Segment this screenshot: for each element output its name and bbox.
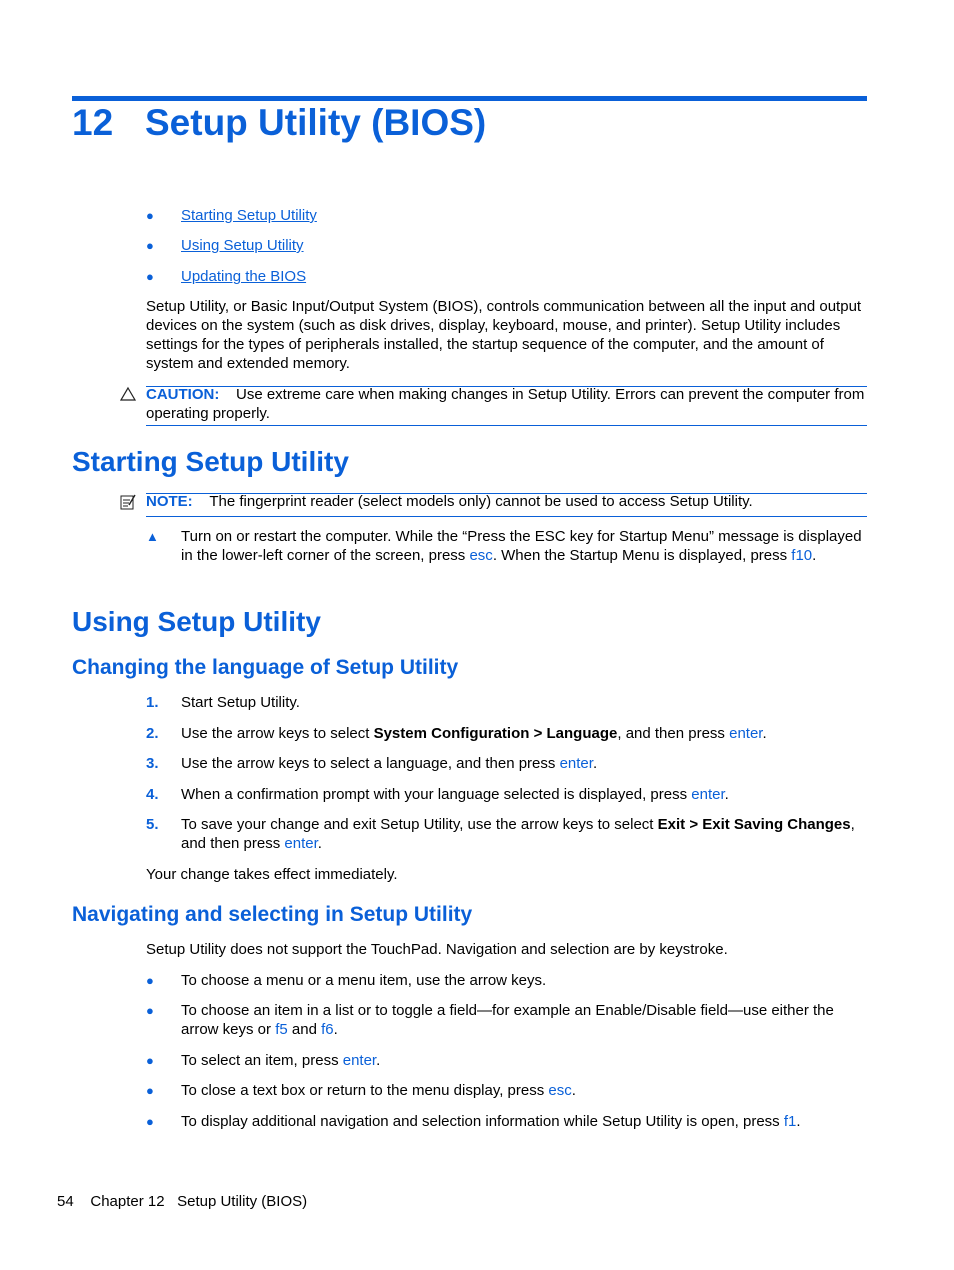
key-f10: f10 xyxy=(791,547,813,564)
note-rule-bottom xyxy=(146,516,867,517)
caution-label: CAUTION: xyxy=(146,386,220,403)
key-f5: f5 xyxy=(275,1021,288,1038)
startup-step-text: Turn on or restart the computer. While the “Press the ESC key for Startup Menu” message is displayed in the lower-left corner of the screen, press xyxy=(181,528,862,564)
key-enter: enter xyxy=(342,1052,377,1069)
bullet-icon: ● xyxy=(146,1053,154,1068)
step-number: 1. xyxy=(146,694,159,711)
step-text-part: To save your change and exit Setup Utility, use the arrow keys to select xyxy=(181,816,658,833)
step-text xyxy=(181,785,868,804)
nav-bullet-text: To display additional navigation and selection information while Setup Utility is open, press xyxy=(181,1113,784,1130)
step-text xyxy=(181,754,868,773)
step-text xyxy=(181,724,868,743)
bullet-icon: ● xyxy=(146,208,154,223)
bullet-icon: ● xyxy=(146,1003,154,1018)
note-label: NOTE: xyxy=(146,493,193,510)
step-number: 3. xyxy=(146,755,159,772)
step-text-part: , and then press xyxy=(617,725,730,742)
key-enter: enter xyxy=(559,755,593,772)
intro-paragraph: Setup Utility, or Basic Input/Output System (BIOS), controls communication between all the input and output devices on the system (such as disk drives, display, keyboard, mouse, and printer). Setup Utility includes settings for the types of peripherals installed, the startup sequence of the computer, and the amount of system and extended memory. xyxy=(146,298,862,372)
step-text-part: . xyxy=(592,755,598,772)
bullet-icon: ● xyxy=(146,1083,154,1098)
heading-changing-language: Changing the language of Setup Utility xyxy=(72,656,459,679)
nav-bullet-text: . xyxy=(333,1021,338,1038)
bullet-icon: ● xyxy=(146,973,154,988)
chapter-number: 12 xyxy=(72,102,114,143)
note-box xyxy=(146,492,868,511)
footer-chapter: Chapter 12 xyxy=(90,1193,165,1210)
bullet-icon: ● xyxy=(146,1114,154,1129)
step-text-part: Use the arrow keys to select xyxy=(181,725,374,742)
bullet-icon: ● xyxy=(146,238,154,253)
startup-step-text: . When the Startup Menu is displayed, press xyxy=(492,547,792,564)
step-text-part: . xyxy=(724,786,729,803)
triangle-step-icon: ▲ xyxy=(146,529,159,544)
nav-bullet-text: To close a text box or return to the menu display, press xyxy=(181,1082,549,1099)
note-pad-icon xyxy=(119,493,137,516)
chapter-title xyxy=(72,100,486,146)
step-number: 4. xyxy=(146,786,159,803)
step-text: Start Setup Utility. xyxy=(181,694,300,711)
effect-text: Your change takes effect immediately. xyxy=(146,866,398,883)
nav-bullet-text: To select an item, press xyxy=(181,1052,343,1069)
key-f1: f1 xyxy=(783,1113,797,1130)
key-enter: enter xyxy=(284,835,318,852)
key-f6: f6 xyxy=(321,1021,334,1038)
nav-bullet xyxy=(181,1081,868,1100)
footer-title: Setup Utility (BIOS) xyxy=(177,1193,308,1210)
key-enter: enter xyxy=(691,786,725,803)
caution-text: Use extreme care when making changes in Setup Utility. Errors can prevent the computer from operating properly. xyxy=(146,386,865,422)
startup-step xyxy=(181,527,868,565)
nav-bullet-text: To choose an item in a list or to toggle a field—for example an Enable/Disable field—use either the arrow keys or xyxy=(181,1002,834,1038)
nav-bullet-text: . xyxy=(376,1052,381,1069)
key-enter: enter xyxy=(729,725,763,742)
nav-bullet xyxy=(181,1112,868,1131)
step-text-part: When a confirmation prompt with your language selected is displayed, press xyxy=(181,786,692,803)
step-text-part: , and then press xyxy=(181,816,855,852)
nav-bullet-text: . xyxy=(796,1113,801,1130)
step-number: 5. xyxy=(146,816,159,833)
nav-bullet-text: and xyxy=(287,1021,322,1038)
bullet-icon: ● xyxy=(146,269,154,284)
heading-starting: Starting Setup Utility xyxy=(72,446,349,477)
heading-navigating: Navigating and selecting in Setup Utility xyxy=(72,903,473,926)
key-esc: esc xyxy=(469,547,493,564)
page-footer xyxy=(57,1192,307,1211)
nav-intro: Setup Utility does not support the TouchPad. Navigation and selection are by keystroke. xyxy=(146,941,728,958)
startup-step-text: . xyxy=(812,547,817,564)
key-esc: esc xyxy=(548,1082,572,1099)
step-text xyxy=(181,815,868,853)
step-text-part: Use the arrow keys to select a language, and then press xyxy=(181,755,560,772)
menu-path: Exit > Exit Saving Changes xyxy=(657,816,851,833)
caution-box xyxy=(146,385,868,423)
menu-path: System Configuration > Language xyxy=(373,725,618,742)
note-text: The fingerprint reader (select models only) cannot be used to access Setup Utility. xyxy=(209,493,753,510)
nav-bullet-text: . xyxy=(571,1082,576,1099)
page-number: 54 xyxy=(57,1193,74,1210)
step-number: 2. xyxy=(146,725,159,742)
toc-link-using[interactable]: Using Setup Utility xyxy=(181,237,304,254)
step-text-part: . xyxy=(762,725,767,742)
toc-link-updating[interactable]: Updating the BIOS xyxy=(181,268,307,285)
toc-link-starting[interactable]: Starting Setup Utility xyxy=(181,207,317,224)
caution-triangle-icon xyxy=(120,386,136,407)
nav-bullet xyxy=(181,1051,868,1070)
nav-bullet xyxy=(181,1001,868,1039)
step-text-part: . xyxy=(317,835,322,852)
heading-using: Using Setup Utility xyxy=(72,606,321,637)
caution-rule-bottom xyxy=(146,425,867,426)
chapter-title-text: Setup Utility (BIOS) xyxy=(145,102,487,143)
nav-bullet: To choose a menu or a menu item, use the arrow keys. xyxy=(181,972,547,989)
